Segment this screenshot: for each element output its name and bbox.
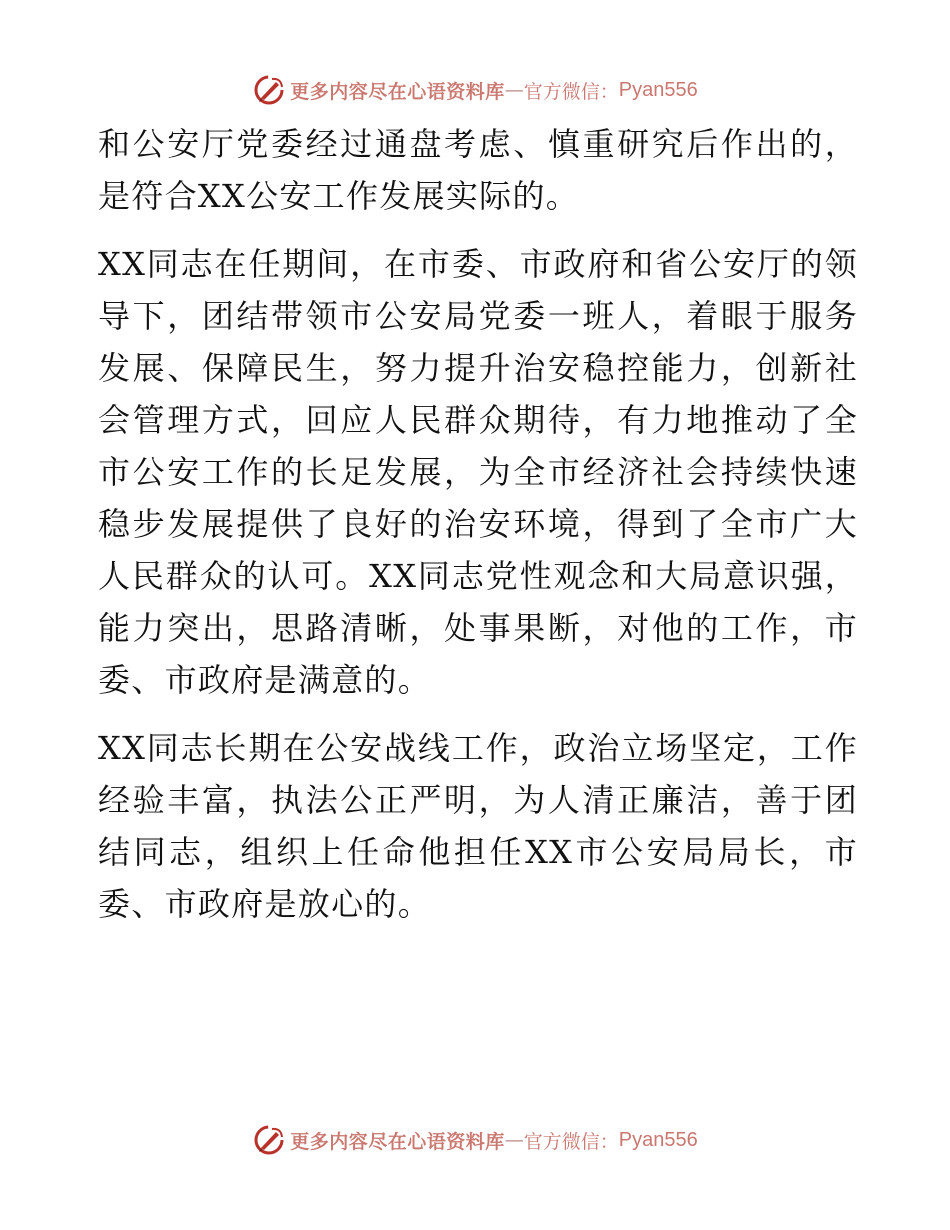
header-wechat-label: 官方微信： xyxy=(523,80,619,103)
quill-logo-icon xyxy=(252,1123,286,1157)
quill-logo-icon xyxy=(252,73,286,107)
footer-wechat-label: 官方微信： xyxy=(523,1130,619,1153)
footer-brand-text: 更多内容尽在心语资料库 xyxy=(290,1130,505,1153)
header-wechat-id: Pyan556 xyxy=(618,78,698,101)
footer-wechat-id: Pyan556 xyxy=(618,1128,698,1151)
paragraph-1: 和公安厅党委经过通盘考虑、慎重研究后作出的，是符合XX公安工作发展实际的。 xyxy=(98,125,858,215)
footer-watermark xyxy=(0,1120,950,1160)
document-body xyxy=(98,118,858,930)
header-watermark xyxy=(0,70,950,110)
footer-separator: — xyxy=(504,1129,524,1151)
paragraph-2: XX同志在任期间，在市委、市政府和省公安厅的领导下，团结带领市公安局党委一班人，着眼于服务发展、保障民生，努力提升治安稳控能力，创新社会管理方式，回应人民群众期待，有力地推动了全市公安工作的长足发展，为全市经济社会持续快速稳步发展提供了良好的治安环境，得到了全市广大人民群众的认可。XX同志党性观念和大局意识强，能力突出，思路清晰，处事果断，对他的工作，市委、市政府是满意的。 xyxy=(98,245,858,699)
header-brand-text: 更多内容尽在心语资料库 xyxy=(290,80,505,103)
header-separator: — xyxy=(504,79,524,101)
paragraph-3: XX同志长期在公安战线工作，政治立场坚定，工作经验丰富，执法公正严明，为人清正廉洁，善于团结同志，组织上任命他担任XX市公安局局长，市委、市政府是放心的。 xyxy=(98,729,858,923)
